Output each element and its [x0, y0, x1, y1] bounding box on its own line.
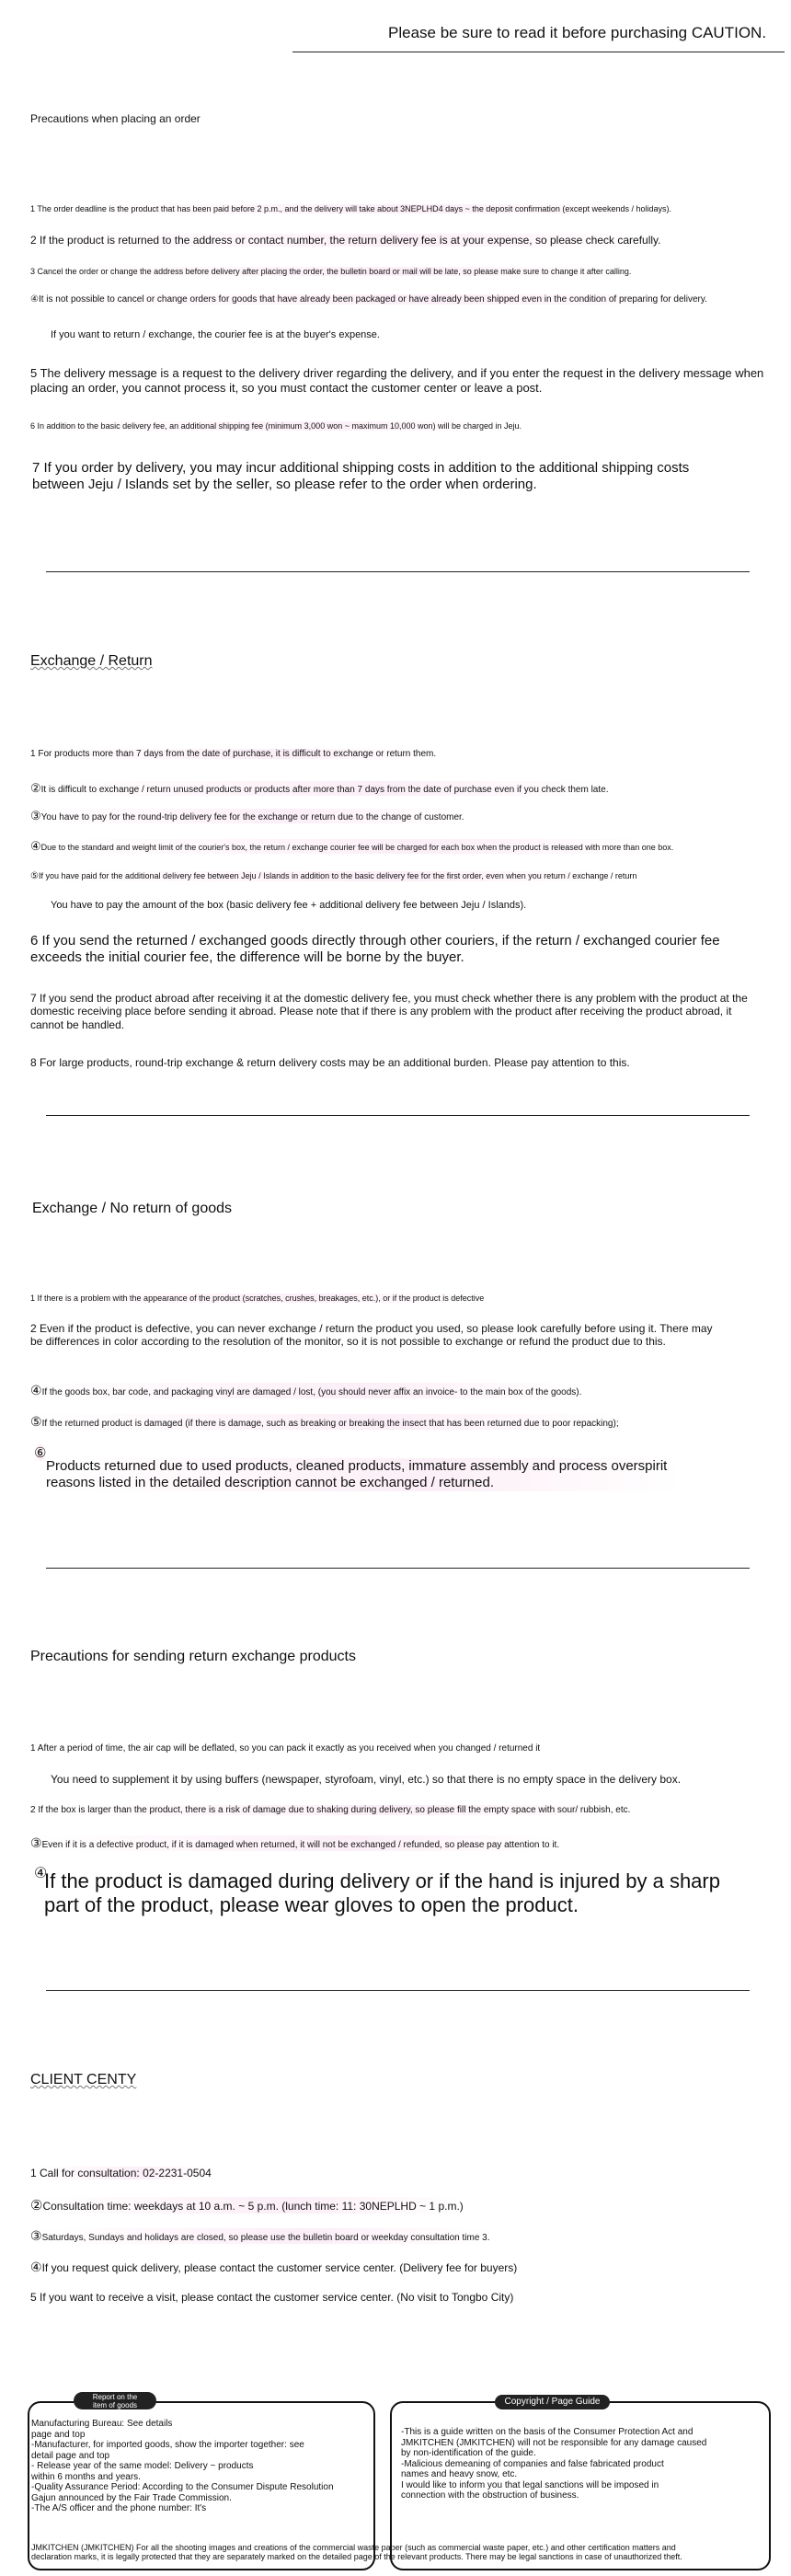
section-title-exchange [30, 653, 153, 670]
report-line: -Quality Assurance Period: According to the Consumer Dispute Resolution [31, 2482, 334, 2492]
exchange-item-3-text: You have to pay for the round-trip delivery fee for the exchange or return due to the change of customer. [40, 812, 464, 822]
sending-item-1b: You need to supplement it by using buffers (newspaper, styrofoam, vinyl, etc.) so that there is no empty space in the delivery box. [51, 1773, 682, 1786]
report-tab-line-1: Report on the [92, 2393, 138, 2401]
circled-number: ③ [30, 809, 41, 822]
report-footer-line: declaration marks, it is legally protected that they are separately marked on the detailed page of the relevant products. There may be legal sanctions in case of unauthorized theft. [31, 2552, 682, 2562]
exchange-item-1: 1 For products more than 7 days from the date of purchase, it is difficult to exchange or return them. [30, 749, 437, 759]
no-return-item-4-text: If the returned product is damaged (if there is damage, such as breaking or breaking the insect that has been returned due to poor repacking); [41, 1419, 619, 1429]
section-title-sending: Precautions for sending return exchange products [30, 1649, 356, 1664]
report-line: - Release year of the same model: Delivery ~ products [31, 2461, 254, 2471]
copyright-line: -This is a guide written on the basis of the Consumer Protection Act and [401, 2427, 694, 2437]
client-item-2 [30, 2197, 464, 2214]
client-item-5: 5 If you want to receive a visit, please contact the customer service center. (No visit to Tongbo City) [30, 2291, 514, 2304]
report-line: within 6 months and years. [31, 2471, 141, 2482]
no-return-item-2: 2 Even if the product is defective, you can never exchange / return the product you used, so please look carefully before using it. There may be differences in color according to the resolution of the monitor, so it is not possible to exchange or refund the product due to this. [30, 1322, 713, 1349]
exchange-title-text: Exchange / Return [30, 653, 153, 669]
client-item-1: 1 Call for consultation: 02-2231-0504 [30, 2167, 212, 2179]
circled-number: ④ [30, 294, 39, 305]
section-title-order: Precautions when placing an order [30, 112, 201, 125]
no-return-item-4 [30, 1414, 619, 1430]
exchange-item-2-text: It is difficult to exchange / return unused products or products after more than 7 days from the date of purchase even if you check them late. [40, 785, 609, 795]
exchange-divider [46, 1115, 750, 1116]
circled-number: ⑤ [30, 871, 39, 881]
section-title-no-return: Exchange / No return of goods [32, 1201, 233, 1216]
no-return-circled-6: ⑥ [34, 1445, 47, 1461]
sending-item-1: 1 After a period of time, the air cap will be deflated, so you can pack it exactly as you received when you changed / returned it [30, 1743, 541, 1754]
copyright-line: connection with the obstruction of business. [401, 2490, 579, 2501]
client-item-4-text: If you request quick delivery, please contact the customer service center. (Delivery fee for buyers) [41, 2261, 518, 2274]
order-item-1: 1 The order deadline is the product that has been paid before 2 p.m., and the delivery will take about 3NEPLHD4 days ~ the deposit confirmation (except weekends / holidays). [30, 204, 671, 213]
no-return-item-3 [30, 1383, 581, 1398]
circled-number: ② [30, 2198, 43, 2214]
sending-item-2: 2 If the box is larger than the product, there is a risk of damage due to shaking during delivery, so please fill the empty space with sour/ rubbish, etc. [30, 1805, 631, 1815]
circled-number: ② [30, 781, 41, 795]
sending-item-3 [30, 1835, 559, 1851]
report-line: -The A/S officer and the phone number: It's [31, 2503, 207, 2513]
report-line: page and top [31, 2429, 86, 2440]
order-item-2: 2 If the product is returned to the address or contact number, the return delivery fee is at your expense, so please check carefully. [30, 234, 661, 247]
order-divider [46, 571, 750, 572]
report-line: Gajun announced by the Fair Trade Commission. [31, 2492, 232, 2503]
exchange-item-5b: You have to pay the amount of the box (basic delivery fee + additional delivery fee between Jeju / Islands). [51, 900, 527, 911]
exchange-item-4 [30, 839, 673, 854]
report-tab-line-2: item of goods [92, 2401, 138, 2409]
sending-divider [46, 1990, 750, 1991]
copyright-line: -Malicious demeaning of companies and false fabricated product [401, 2458, 664, 2469]
report-box-tab [74, 2392, 156, 2409]
report-box-text [31, 2419, 362, 2514]
sending-item-3-text: Even if it is a defective product, if it is damaged when returned, it will not be exchanged / refunded, so please pay attention to it. [41, 1840, 560, 1850]
copyright-line: I would like to inform you that legal sanctions will be imposed in [401, 2479, 659, 2490]
order-item-4b: If you want to return / exchange, the courier fee is at the buyer's expense. [51, 329, 380, 340]
client-item-4 [30, 2260, 517, 2275]
exchange-item-6: 6 If you send the returned / exchanged goods directly through other couriers, if the return / exchanged courier fee exceeds the initial courier fee, the difference will be borne by the buyer. [30, 933, 720, 965]
no-return-item-1: 1 If there is a problem with the appearance of the product (scratches, crushes, breakages, etc.), or if the product is defective [30, 1294, 485, 1303]
sending-circled-4: ④ [34, 1866, 48, 1881]
exchange-item-7: 7 If you send the product abroad after receiving it at the domestic delivery fee, you must check whether there is any problem with the product at the domestic receiving place before sending it abroad. Please note that if there is any problem with the product after receiving the product abroad, it cannot be handled. [30, 992, 748, 1031]
copyright-box-tab: Copyright / Page Guide [495, 2395, 610, 2409]
circled-number: ⑤ [30, 1414, 42, 1429]
no-return-divider [46, 1568, 750, 1569]
report-line: Manufacturing Bureau: See details [31, 2419, 173, 2429]
sending-item-4: If the product is damaged during delivery or if the hand is injured by a sharp part of the product, please wear gloves to open the product. [44, 1869, 720, 1917]
order-item-4-text: It is not possible to cancel or change orders for goods that have already been packaged or have already been shipped even in the condition of preparing for delivery. [38, 294, 707, 305]
order-item-4 [30, 294, 707, 305]
copyright-line: names and heavy snow, etc. [401, 2469, 518, 2479]
client-item-2-text: Consultation time: weekdays at 10 a.m. ~ 5 p.m. (lunch time: 11: 30NEPLHD ~ 1 p.m.) [42, 2200, 464, 2213]
copyright-line: JMKITCHEN (JMKITCHEN) will not be responsible for any damage caused [401, 2437, 707, 2448]
report-line: detail page and top [31, 2450, 110, 2461]
copyright-box-text [401, 2427, 751, 2501]
exchange-item-8: 8 For large products, round-trip exchange & return delivery costs may be an additional burden. Please pay attention to this. [30, 1056, 630, 1069]
exchange-item-2 [30, 781, 608, 796]
order-item-5: 5 The delivery message is a request to the delivery driver regarding the delivery, and if you enter the request in the delivery message when placing an order, you cannot process it, so you must contact the customer center or leave a post. [30, 366, 764, 395]
exchange-item-5 [30, 871, 636, 881]
order-item-6: 6 In addition to the basic delivery fee, an additional shipping fee (minimum 3,000 won ~ maximum 10,000 won) will be charged in Jeju. [30, 421, 522, 431]
section-title-client [30, 2072, 136, 2088]
circled-number: ③ [30, 2228, 42, 2243]
circled-number: ④ [30, 839, 41, 853]
client-item-3 [30, 2228, 490, 2244]
report-line: -Manufacturer, for imported goods, show the importer together: see [31, 2440, 304, 2450]
caution-header: Please be sure to read it before purchasing CAUTION. [388, 24, 767, 41]
no-return-item-5: Products returned due to used products, cleaned products, immature assembly and process overspirit reasons listed in the detailed description cannot be exchanged / returned. [46, 1458, 681, 1491]
circled-number: ④ [30, 1383, 42, 1397]
circled-number: ④ [30, 2260, 42, 2274]
exchange-item-3 [30, 809, 464, 823]
exchange-item-4-text: Due to the standard and weight limit of the courier's box, the return / exchange courier fee will be charged for each box when the product is released with more than one box. [40, 843, 674, 852]
order-item-3: 3 Cancel the order or change the address before delivery after placing the order, the bulletin board or mail will be late, so please make sure to change it after calling. [30, 267, 632, 276]
no-return-item-3-text: If the goods box, bar code, and packaging vinyl are damaged / lost, (you should never affix an invoice- to the main box of the goods). [41, 1387, 582, 1397]
exchange-item-5-text: If you have paid for the additional delivery fee between Jeju / Islands in addition to the basic delivery fee for the first order, even when you return / exchange / return [38, 871, 637, 880]
copyright-line: by non-identification of the guide. [401, 2448, 536, 2458]
circled-number: ③ [30, 1835, 42, 1850]
client-title-text: CLIENT CENTY [30, 2072, 137, 2087]
order-item-7: 7 If you order by delivery, you may incur additional shipping costs in addition to the additional shipping costs between Jeju / Islands set by the seller, so please refer to the order when ordering. [32, 460, 690, 492]
client-item-3-text: Saturdays, Sundays and holidays are closed, so please use the bulletin board or weekday consultation time 3. [41, 2233, 490, 2243]
report-footer-line: JMKITCHEN (JMKITCHEN) For all the shooting images and creations of the commercial waste paper (such as commercial waste paper, etc.) and other certification matters and [31, 2543, 676, 2552]
